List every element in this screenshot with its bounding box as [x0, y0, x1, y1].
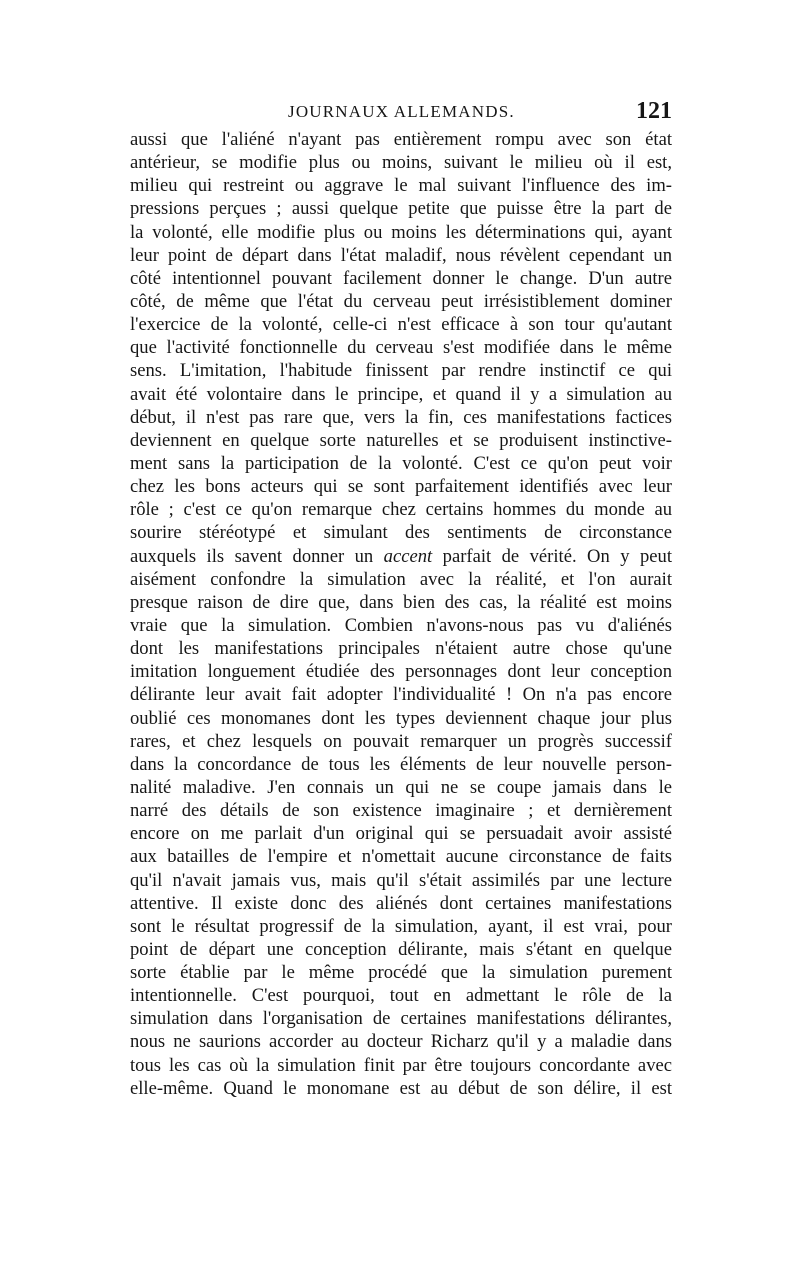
- text-line: dont les manifestations principales n'étaient autre chose qu'une: [130, 638, 672, 660]
- text-line: intentionnelle. C'est pourquoi, tout en admettant le rôle de la: [130, 985, 672, 1007]
- running-title: JOURNAUX ALLEMANDS.: [288, 102, 515, 121]
- text-line: antérieur, se modifie plus ou moins, suivant le milieu où il est,: [130, 152, 672, 174]
- text-line: que l'activité fonctionnelle du cerveau s'est modifiée dans le même: [130, 337, 672, 359]
- text-line: qu'il n'avait jamais vus, mais qu'il s'était assimilés par une lecture: [130, 869, 672, 891]
- text-line: aisément confondre la simulation avec la réalité, et l'on aurait: [130, 568, 672, 590]
- text-line: deviennent en quelque sorte naturelles et se produisent instinctive-: [130, 429, 672, 451]
- text-line: nalité maladive. J'en connais un qui ne se coupe jamais dans le: [130, 776, 672, 798]
- text-line: chez les bons acteurs qui se sont parfaitement identifiés avec leur: [130, 476, 672, 498]
- text-line: encore on me parlait d'un original qui se persuadait avoir assisté: [130, 823, 672, 845]
- text-line: pressions perçues ; aussi quelque petite que puisse être la part de: [130, 198, 672, 220]
- text-line: sourire stéréotypé et simulant des sentiments de circonstance: [130, 522, 672, 544]
- text-line: oublié ces monomanes dont les types deviennent chaque jour plus: [130, 707, 672, 729]
- text-line: ment sans la participation de la volonté. C'est ce qu'on peut voir: [130, 452, 672, 474]
- page-header: [130, 98, 672, 132]
- text-line: milieu qui restreint ou aggrave le mal suivant l'influence des im-: [130, 175, 672, 197]
- text-line: dans la concordance de tous les éléments de leur nouvelle person-: [130, 753, 672, 775]
- text-line: presque raison de dire que, dans bien des cas, la réalité est moins: [130, 591, 672, 613]
- body-text: [130, 128, 672, 1100]
- text-line: simulation dans l'organisation de certaines manifestations délirantes,: [130, 1008, 672, 1030]
- text-line: nous ne saurions accorder au docteur Richarz qu'il y a maladie dans: [130, 1031, 672, 1053]
- text-line: vraie que la simulation. Combien n'avons-nous pas vu d'aliénés: [130, 614, 672, 636]
- text-line: imitation longuement étudiée des personnages dont leur conception: [130, 661, 672, 683]
- text-line: côté, de même que l'état du cerveau peut irrésistiblement dominer: [130, 290, 672, 312]
- text-line: l'exercice de la volonté, celle-ci n'est efficace à son tour qu'autant: [130, 314, 672, 336]
- text-line: point de départ une conception délirante, mais s'étant en quelque: [130, 938, 672, 960]
- page-number: 121: [636, 98, 672, 124]
- text-line: avait été volontaire dans le principe, et quand il y a simulation au: [130, 383, 672, 405]
- text-line: narré des détails de son existence imaginaire ; et dernièrement: [130, 800, 672, 822]
- text-line: elle-même. Quand le monomane est au début de son délire, il est: [130, 1077, 672, 1099]
- text-line: rôle ; c'est ce qu'on remarque chez certains hommes du monde au: [130, 499, 672, 521]
- text-line: la volonté, elle modifie plus ou moins les déterminations qui, ayant: [130, 221, 672, 243]
- text-line: tous les cas où la simulation finit par être toujours concordante avec: [130, 1054, 672, 1076]
- text-line: leur point de départ dans l'état maladif, nous révèlent cependant un: [130, 244, 672, 266]
- text-line: auxquels ils savent donner un accent parfait de vérité. On y peut: [130, 545, 673, 567]
- text-line: rares, et chez lesquels on pouvait remarquer un progrès successif: [130, 730, 672, 752]
- text-line: aussi que l'aliéné n'ayant pas entièrement rompu avec son état: [130, 129, 672, 150]
- text-line: sens. L'imitation, l'habitude finissent par rendre instinctif ce qui: [130, 360, 672, 382]
- text-line: aux batailles de l'empire et n'omettait aucune circonstance de faits: [130, 846, 672, 868]
- text-line: côté intentionnel pouvant facilement donner le change. D'un autre: [130, 267, 672, 289]
- text-line: délirante leur avait fait adopter l'individualité ! On n'a pas encore: [130, 684, 672, 706]
- text-line: début, il n'est pas rare que, vers la fin, ces manifestations factices: [130, 406, 672, 428]
- text-line: attentive. Il existe donc des aliénés dont certaines manifestations: [130, 892, 672, 914]
- text-line: sont le résultat progressif de la simulation, ayant, il est vrai, pour: [130, 915, 672, 937]
- italic-emphasis: accent: [383, 545, 433, 567]
- text-line: sorte établie par le même procédé que la simulation purement: [130, 962, 672, 984]
